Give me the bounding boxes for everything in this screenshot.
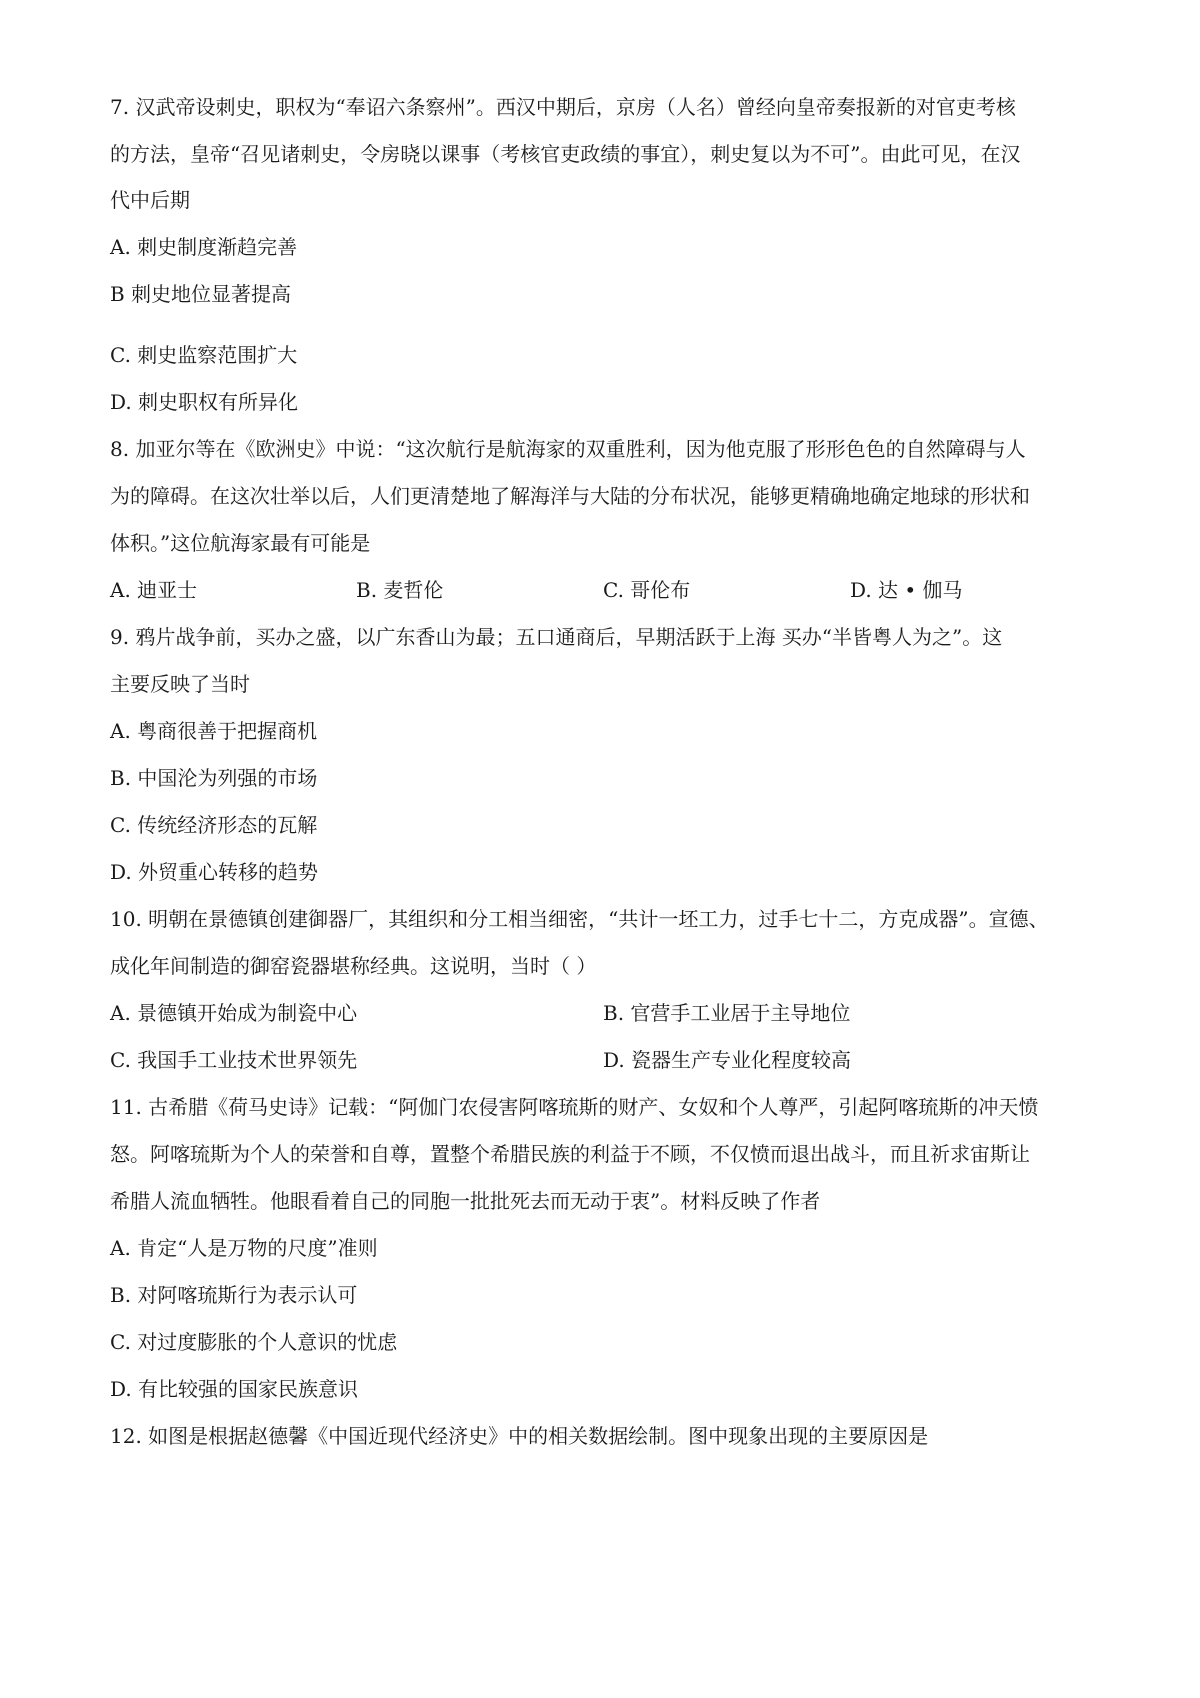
q7-stem-line-3: 代中后期 [110, 188, 190, 212]
q8-option-d[interactable]: D. 达 • 伽马 [850, 578, 963, 602]
q10-option-b[interactable]: B. 官营手工业居于主导地位 [603, 1001, 851, 1025]
q10-option-d[interactable]: D. 瓷器生产专业化程度较高 [603, 1048, 852, 1072]
q11-option-d[interactable]: D. 有比较强的国家民族意识 [110, 1377, 359, 1401]
q7-option-b[interactable]: B 刺史地位显著提高 [110, 282, 292, 306]
q10-option-a[interactable]: A. 景德镇开始成为制瓷中心 [110, 1001, 358, 1025]
q7-option-c[interactable]: C. 刺史监察范围扩大 [110, 343, 298, 367]
q11-stem-line-1: 11. 古希腊《荷马史诗》记载：“阿伽门农侵害阿喀琉斯的财产、女奴和个人尊严，引起阿喀琉斯的冲天愤 [110, 1095, 1039, 1119]
q7-option-a[interactable]: A. 刺史制度渐趋完善 [110, 235, 298, 259]
q7-option-d[interactable]: D. 刺史职权有所异化 [110, 390, 299, 414]
q11-option-a[interactable]: A. 肯定“人是万物的尺度”准则 [110, 1236, 378, 1260]
q9-option-c[interactable]: C. 传统经济形态的瓦解 [110, 813, 318, 837]
q10-stem-line-2: 成化年间制造的御窑瓷器堪称经典。这说明，当时（ ） [110, 954, 597, 978]
q12-stem-line-1: 12. 如图是根据赵德馨《中国近现代经济史》中的相关数据绘制。图中现象出现的主要原因是 [110, 1424, 929, 1448]
q7-stem-line-1: 7. 汉武帝设刺史，职权为“奉诏六条察州”。西汉中期后，京房（人名）曾经向皇帝奏报新的对官吏考核 [110, 95, 1016, 119]
q11-option-b[interactable]: B. 对阿喀琉斯行为表示认可 [110, 1283, 358, 1307]
q10-option-c[interactable]: C. 我国手工业技术世界领先 [110, 1048, 358, 1072]
q8-stem-line-3: 体积。”这位航海家最有可能是 [110, 531, 371, 555]
q8-option-c[interactable]: C. 哥伦布 [603, 578, 691, 602]
q9-option-d[interactable]: D. 外贸重心转移的趋势 [110, 860, 319, 884]
q9-stem-line-2: 主要反映了当时 [110, 672, 250, 696]
q9-option-b[interactable]: B. 中国沦为列强的市场 [110, 766, 318, 790]
q9-option-a[interactable]: A. 粤商很善于把握商机 [110, 719, 318, 743]
q8-stem-line-2: 为的障碍。在这次壮举以后，人们更清楚地了解海洋与大陆的分布状况，能够更精确地确定地球的形状和 [110, 484, 1030, 508]
q11-stem-line-2: 怒。阿喀琉斯为个人的荣誉和自尊，置整个希腊民族的利益于不顾，不仅愤而退出战斗，而且祈求宙斯让 [110, 1142, 1030, 1166]
q8-option-a[interactable]: A. 迪亚士 [110, 578, 198, 602]
q8-option-b[interactable]: B. 麦哲伦 [356, 578, 444, 602]
q7-stem-line-2: 的方法，皇帝“召见诸刺史，令房晓以课事（考核官吏政绩的事宜），刺史复以为不可”。由此可见，在汉 [110, 142, 1021, 166]
q9-stem-line-1: 9. 鸦片战争前，买办之盛，以广东香山为最；五口通商后，早期活跃于上海 买办“半皆粤人为之”。这 [110, 625, 1003, 649]
q11-stem-line-3: 希腊人流血牺牲。他眼看着自己的同胞一批批死去而无动于衷”。材料反映了作者 [110, 1189, 821, 1213]
q8-stem-line-1: 8. 加亚尔等在《欧洲史》中说：“这次航行是航海家的双重胜利，因为他克服了形形色色的自然障碍与人 [110, 437, 1026, 461]
q10-stem-line-1: 10. 明朝在景德镇创建御器厂，其组织和分工相当细密，“共计一坯工力，过手七十二，方克成器”。宣德、 [110, 907, 1049, 931]
q11-option-c[interactable]: C. 对过度膨胀的个人意识的忧虑 [110, 1330, 398, 1354]
